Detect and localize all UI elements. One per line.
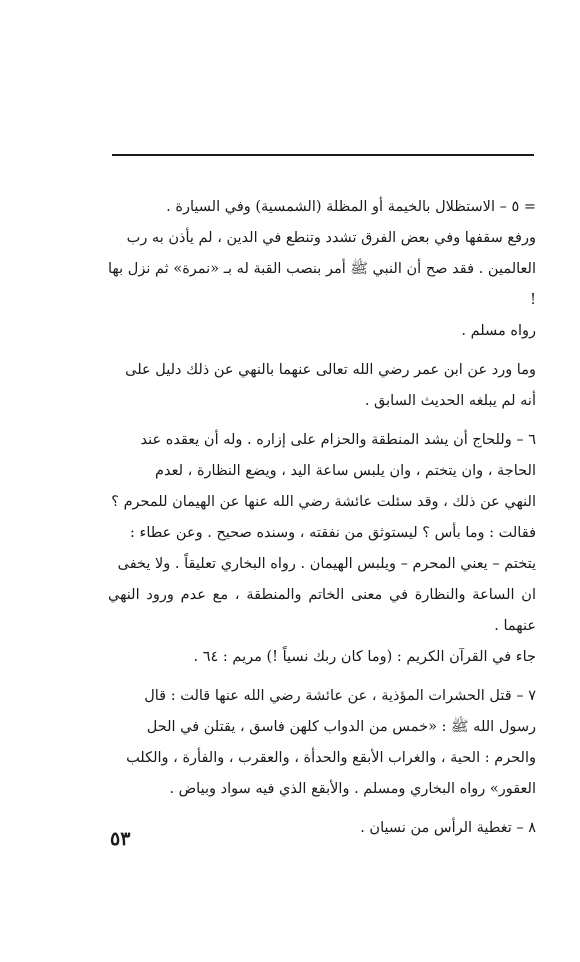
paragraph-item-7 bbox=[108, 681, 536, 805]
text-line: أنه لم يبلغه الحديث السابق . bbox=[364, 393, 536, 409]
paragraph-item-6 bbox=[108, 425, 536, 673]
text-line: ٨ – تغطية الرأس من نسيان . bbox=[360, 820, 536, 836]
text-line: ٦ – وللحاج أن يشد المنطقة والحزام على إزاره . وله أن يعقده عند bbox=[140, 432, 536, 448]
text-line: العقور» رواه البخاري ومسلم . والأبقع الذي فيه سواد وبياض . bbox=[169, 781, 536, 797]
text-line: ورفع سقفها وفي بعض الفرق تشدد وتنطع في الدين ، لم يأذن به رب bbox=[126, 230, 536, 246]
text-line: رسول الله ﷺ : «خمس من الدواب كلهن فاسق ، يقتلن في الحل bbox=[146, 719, 536, 735]
text-line: العالمين . فقد صح أن النبي ﷺ أمر بنصب القبة له بـ «نمرة» ثم نزل بها ! bbox=[108, 261, 536, 308]
text-line: الحاجة ، وان يتختم ، وان يلبس ساعة اليد ، ويضع النظارة ، لعدم bbox=[155, 463, 536, 479]
text-line: رواه مسلم . bbox=[461, 323, 536, 339]
text-line: ٧ – قتل الحشرات المؤذية ، عن عائشة رضي الله عنها قالت : قال bbox=[144, 688, 536, 704]
text-line: والحرم : الحية ، والغراب الأبقع والحدأة ، والعقرب ، والفأرة ، والكلب bbox=[126, 750, 536, 766]
header-rule bbox=[112, 154, 534, 156]
text-line: جاء في القرآن الكريم : (وما كان ربك نسياً !) مريم : ٦٤ . bbox=[193, 649, 536, 665]
text-line: وما ورد عن ابن عمر رضي الله تعالى عنهما بالنهي عن ذلك دليل على bbox=[125, 362, 536, 378]
text-line: النهي عن ذلك ، وقد سئلت عائشة رضي الله عنها عن الهيمان للمحرم ؟ bbox=[111, 494, 536, 510]
text-line: = ٥ – الاستظلال بالخيمة أو المظلة (الشمسية) وفي السيارة . bbox=[166, 199, 536, 215]
page-number: ٥٣ bbox=[110, 828, 131, 850]
paragraph-item-5 bbox=[108, 192, 536, 347]
page-body bbox=[108, 192, 536, 852]
text-line: يتختم – يعني المحرم – ويلبس الهيمان . رواه البخاري تعليقاً . ولا يخفى bbox=[117, 556, 536, 572]
text-line: ان الساعة والنظارة في معنى الخاتم والمنطقة ، مع عدم ورود النهي عنهما . bbox=[108, 587, 536, 634]
paragraph-item-8 bbox=[108, 813, 536, 844]
text-line: فقالت : وما بأس ؟ ليستوثق من نفقته ، وسنده صحيح . وعن عطاء : bbox=[130, 525, 536, 541]
paragraph-ibn-umar bbox=[108, 355, 536, 417]
